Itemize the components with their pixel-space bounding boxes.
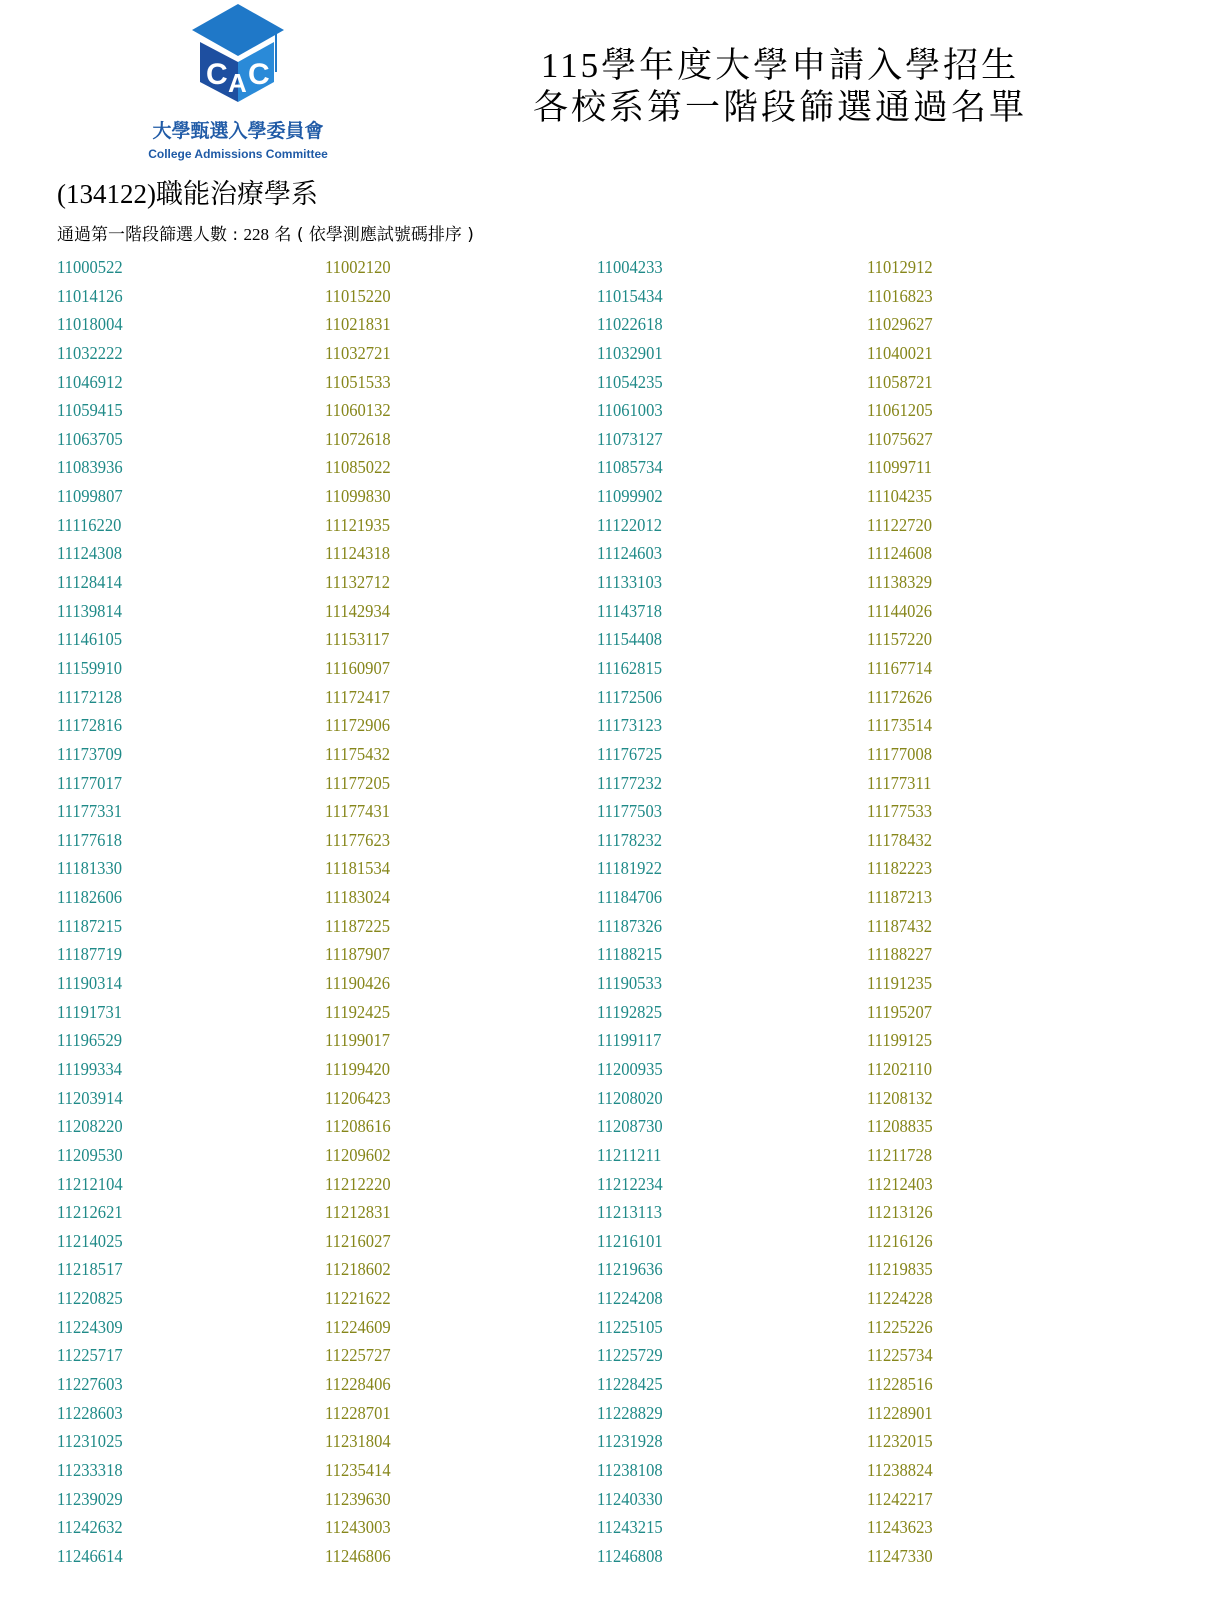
department-heading: (134122)職能治療學系 <box>57 179 318 209</box>
list-row <box>0 916 1222 945</box>
exam-number: 11099711 <box>867 457 933 478</box>
pass-count-summary <box>57 220 474 245</box>
list-row <box>0 1145 1222 1174</box>
exam-number: 11183024 <box>325 887 391 908</box>
list-row <box>0 1202 1222 1231</box>
exam-number: 11121935 <box>325 514 391 535</box>
exam-number: 11235414 <box>325 1459 391 1480</box>
list-row <box>0 1030 1222 1059</box>
list-row <box>0 1345 1222 1374</box>
list-row <box>0 887 1222 916</box>
exam-number: 11059415 <box>57 400 123 421</box>
exam-number: 11012912 <box>867 257 933 277</box>
exam-number: 11216126 <box>867 1230 933 1251</box>
exam-number: 11228829 <box>597 1402 663 1423</box>
exam-number: 11209530 <box>57 1144 123 1165</box>
exam-number: 11172128 <box>57 686 123 707</box>
exam-number: 11160907 <box>325 657 391 678</box>
exam-number: 11172816 <box>57 715 123 736</box>
exam-number: 11085734 <box>597 457 663 478</box>
list-row <box>0 1517 1222 1546</box>
exam-number: 11175432 <box>325 743 391 764</box>
list-row <box>0 687 1222 716</box>
exam-number: 11144026 <box>867 600 933 621</box>
exam-number: 11116220 <box>57 514 122 535</box>
exam-number: 11124308 <box>57 543 123 564</box>
list-row <box>0 486 1222 515</box>
exam-number: 11099807 <box>57 486 123 507</box>
exam-number: 11190533 <box>597 973 663 994</box>
exam-number: 11060132 <box>325 400 391 421</box>
exam-number: 11167714 <box>867 657 933 678</box>
svg-text:C: C <box>248 58 270 91</box>
list-row <box>0 1288 1222 1317</box>
exam-number: 11213113 <box>597 1202 663 1223</box>
exam-number: 11029627 <box>867 314 933 335</box>
list-row <box>0 543 1222 572</box>
exam-number: 11139814 <box>57 600 123 621</box>
logo-english-name: College Admissions Committee <box>148 147 328 161</box>
exam-number: 11190314 <box>57 973 123 994</box>
exam-number: 11192825 <box>597 1001 663 1022</box>
exam-number: 11177311 <box>867 772 932 793</box>
exam-number: 11178432 <box>867 829 933 850</box>
list-row <box>0 515 1222 544</box>
list-row <box>0 1059 1222 1088</box>
list-row <box>0 372 1222 401</box>
exam-number: 11063705 <box>57 428 123 449</box>
exam-number: 11225226 <box>867 1316 933 1337</box>
exam-number: 11177503 <box>597 801 663 822</box>
exam-number: 11190426 <box>325 973 391 994</box>
list-row <box>0 858 1222 887</box>
list-row <box>0 773 1222 802</box>
exam-number: 11243623 <box>867 1517 933 1538</box>
exam-number: 11176725 <box>597 743 663 764</box>
exam-number: 11177331 <box>57 801 123 822</box>
exam-number: 11032901 <box>597 342 663 363</box>
exam-number: 11058721 <box>867 371 933 392</box>
summary-suffix: 名 ( 依學測應試號碼排序 ) <box>269 225 474 245</box>
exam-number: 11146105 <box>57 629 123 650</box>
exam-number: 11216101 <box>597 1230 663 1251</box>
list-row <box>0 1403 1222 1432</box>
list-row <box>0 1174 1222 1203</box>
exam-number: 11187907 <box>325 944 391 965</box>
exam-number: 11181534 <box>325 858 391 879</box>
exam-number: 11212234 <box>597 1173 663 1194</box>
exam-number: 11196529 <box>57 1030 123 1051</box>
exam-number: 11239630 <box>325 1488 391 1509</box>
exam-number: 11208730 <box>597 1116 663 1137</box>
exam-number: 11243003 <box>325 1517 391 1538</box>
exam-number: 11153117 <box>325 629 390 650</box>
list-row <box>0 1460 1222 1489</box>
list-row <box>0 1116 1222 1145</box>
exam-number: 11225734 <box>867 1345 933 1366</box>
exam-number: 11104235 <box>867 486 933 507</box>
page-title-line2: 各校系第一階段篩選通過名單 <box>532 88 1027 127</box>
exam-number: 11219636 <box>597 1259 663 1280</box>
exam-number: 11014126 <box>57 285 123 306</box>
exam-number: 11242217 <box>867 1488 933 1509</box>
list-row <box>0 572 1222 601</box>
exam-number: 11228603 <box>57 1402 123 1423</box>
exam-number: 11208616 <box>325 1116 391 1137</box>
exam-number: 11002120 <box>325 257 391 277</box>
exam-number: 11133103 <box>597 572 663 593</box>
exam-number: 11211728 <box>867 1144 933 1165</box>
exam-number: 11032721 <box>325 342 391 363</box>
exam-number: 11172417 <box>325 686 391 707</box>
exam-number: 11218517 <box>57 1259 123 1280</box>
exam-number: 11225729 <box>597 1345 663 1366</box>
exam-number: 11173123 <box>597 715 663 736</box>
list-row <box>0 286 1222 315</box>
exam-number: 11073127 <box>597 428 663 449</box>
exam-number: 11046912 <box>57 371 123 392</box>
exam-number: 11061003 <box>597 400 663 421</box>
exam-number: 11177623 <box>325 829 391 850</box>
exam-number: 11213126 <box>867 1202 933 1223</box>
exam-number: 11187719 <box>57 944 123 965</box>
svg-text:A: A <box>228 68 247 98</box>
exam-number: 11220825 <box>57 1288 123 1309</box>
exam-number: 11124318 <box>325 543 391 564</box>
exam-number: 11233318 <box>57 1459 123 1480</box>
exam-number: 11225717 <box>57 1345 123 1366</box>
exam-number: 11203914 <box>57 1087 123 1108</box>
exam-number: 11142934 <box>325 600 391 621</box>
list-row <box>0 257 1222 286</box>
exam-number: 11212831 <box>325 1202 391 1223</box>
admission-number-list <box>0 257 1222 1574</box>
exam-number: 11085022 <box>325 457 391 478</box>
exam-number: 11224309 <box>57 1316 123 1337</box>
exam-number: 11128414 <box>57 572 123 593</box>
exam-number: 11182606 <box>57 887 123 908</box>
exam-number: 11154408 <box>597 629 663 650</box>
exam-number: 11212104 <box>57 1173 123 1194</box>
exam-number: 11212621 <box>57 1202 123 1223</box>
exam-number: 11242632 <box>57 1517 123 1538</box>
exam-number: 11218602 <box>325 1259 391 1280</box>
exam-number: 11221622 <box>325 1288 391 1309</box>
list-row <box>0 629 1222 658</box>
exam-number: 11206423 <box>325 1087 391 1108</box>
list-row <box>0 1489 1222 1518</box>
exam-number: 11224609 <box>325 1316 391 1337</box>
exam-number: 11032222 <box>57 342 123 363</box>
exam-number: 11124603 <box>597 543 663 564</box>
exam-number: 11178232 <box>597 829 663 850</box>
list-row <box>0 343 1222 372</box>
exam-number: 11199420 <box>325 1058 391 1079</box>
exam-number: 11238108 <box>597 1459 663 1480</box>
exam-number: 11021831 <box>325 314 391 335</box>
exam-number: 11216027 <box>325 1230 391 1251</box>
exam-number: 11187213 <box>867 887 933 908</box>
list-row <box>0 314 1222 343</box>
exam-number: 11187326 <box>597 915 663 936</box>
exam-number: 11132712 <box>325 572 391 593</box>
exam-number: 11177431 <box>325 801 391 822</box>
exam-number: 11177205 <box>325 772 391 793</box>
exam-number: 11054235 <box>597 371 663 392</box>
exam-number: 11099902 <box>597 486 663 507</box>
exam-number: 11184706 <box>597 887 663 908</box>
exam-number: 11181330 <box>57 858 123 879</box>
list-row <box>0 658 1222 687</box>
exam-number: 11191235 <box>867 973 933 994</box>
exam-number: 11177017 <box>57 772 123 793</box>
exam-number: 11228516 <box>867 1373 933 1394</box>
list-row <box>0 830 1222 859</box>
exam-number: 11061205 <box>867 400 933 421</box>
exam-number: 11224208 <box>597 1288 663 1309</box>
list-row <box>0 715 1222 744</box>
exam-number: 11231025 <box>57 1431 123 1452</box>
exam-number: 11162815 <box>597 657 663 678</box>
exam-number: 11199125 <box>867 1030 933 1051</box>
exam-number: 11199017 <box>325 1030 391 1051</box>
exam-number: 11227603 <box>57 1373 123 1394</box>
exam-number: 11083936 <box>57 457 123 478</box>
list-row <box>0 457 1222 486</box>
exam-number: 11240330 <box>597 1488 663 1509</box>
exam-number: 11000522 <box>57 257 123 277</box>
exam-number: 11187432 <box>867 915 933 936</box>
list-row <box>0 1431 1222 1460</box>
exam-number: 11212403 <box>867 1173 933 1194</box>
exam-number: 11212220 <box>325 1173 391 1194</box>
exam-number: 11016823 <box>867 285 933 306</box>
exam-number: 11238824 <box>867 1459 933 1480</box>
exam-number: 11225727 <box>325 1345 391 1366</box>
exam-number: 11157220 <box>867 629 933 650</box>
exam-number: 11182223 <box>867 858 933 879</box>
exam-number: 11224228 <box>867 1288 933 1309</box>
list-row <box>0 801 1222 830</box>
list-row <box>0 1546 1222 1575</box>
cac-logo <box>138 2 338 162</box>
summary-prefix: 通過第一階段篩選人數 : <box>57 225 244 245</box>
exam-number: 11051533 <box>325 371 391 392</box>
exam-number: 11138329 <box>867 572 933 593</box>
graduation-cap-logo-icon <box>188 2 288 107</box>
exam-number: 11228701 <box>325 1402 391 1423</box>
exam-number: 11225105 <box>597 1316 663 1337</box>
exam-number: 11173709 <box>57 743 123 764</box>
exam-number: 11246614 <box>57 1545 123 1566</box>
list-row <box>0 429 1222 458</box>
list-row <box>0 1259 1222 1288</box>
list-row <box>0 944 1222 973</box>
exam-number: 11208132 <box>867 1087 933 1108</box>
exam-number: 11200935 <box>597 1058 663 1079</box>
exam-number: 11231928 <box>597 1431 663 1452</box>
exam-number: 11172906 <box>325 715 391 736</box>
exam-number: 11159910 <box>57 657 123 678</box>
exam-number: 11211211 <box>597 1144 662 1165</box>
exam-number: 11124608 <box>867 543 933 564</box>
exam-number: 11228425 <box>597 1373 663 1394</box>
list-row <box>0 400 1222 429</box>
exam-number: 11181922 <box>597 858 663 879</box>
exam-number: 11040021 <box>867 342 933 363</box>
exam-number: 11219835 <box>867 1259 933 1280</box>
exam-number: 11187215 <box>57 915 123 936</box>
exam-number: 11015434 <box>597 285 663 306</box>
exam-number: 11246808 <box>597 1545 663 1566</box>
exam-number: 11239029 <box>57 1488 123 1509</box>
exam-number: 11208835 <box>867 1116 933 1137</box>
exam-number: 11188215 <box>597 944 663 965</box>
exam-number: 11004233 <box>597 257 663 277</box>
exam-number: 11231804 <box>325 1431 391 1452</box>
svg-text:C: C <box>206 58 228 91</box>
list-row <box>0 1088 1222 1117</box>
exam-number: 11072618 <box>325 428 391 449</box>
exam-number: 11122012 <box>597 514 663 535</box>
exam-number: 11228901 <box>867 1402 933 1423</box>
list-row <box>0 744 1222 773</box>
exam-number: 11143718 <box>597 600 663 621</box>
exam-number: 11247330 <box>867 1545 933 1566</box>
exam-number: 11177008 <box>867 743 933 764</box>
list-row <box>0 1231 1222 1260</box>
pass-count: 228 <box>243 225 270 244</box>
exam-number: 11018004 <box>57 314 123 335</box>
exam-number: 11246806 <box>325 1545 391 1566</box>
exam-number: 11209602 <box>325 1144 391 1165</box>
list-row <box>0 1374 1222 1403</box>
exam-number: 11191731 <box>57 1001 123 1022</box>
exam-number: 11172626 <box>867 686 933 707</box>
exam-number: 11243215 <box>597 1517 663 1538</box>
list-row <box>0 973 1222 1002</box>
page-title-line1: 115學年度大學申請入學招生 <box>540 46 1020 85</box>
exam-number: 11199334 <box>57 1058 123 1079</box>
exam-number: 11172506 <box>597 686 663 707</box>
logo-chinese-name: 大學甄選入學委員會 <box>152 120 324 142</box>
exam-number: 11195207 <box>867 1001 933 1022</box>
list-row <box>0 601 1222 630</box>
exam-number: 11177618 <box>57 829 123 850</box>
exam-number: 11177533 <box>867 801 933 822</box>
exam-number: 11015220 <box>325 285 391 306</box>
exam-number: 11208220 <box>57 1116 123 1137</box>
list-row <box>0 1317 1222 1346</box>
exam-number: 11228406 <box>325 1373 391 1394</box>
exam-number: 11022618 <box>597 314 663 335</box>
exam-number: 11177232 <box>597 772 663 793</box>
exam-number: 11208020 <box>597 1087 663 1108</box>
exam-number: 11187225 <box>325 915 391 936</box>
exam-number: 11232015 <box>867 1431 933 1452</box>
exam-number: 11075627 <box>867 428 933 449</box>
exam-number: 11214025 <box>57 1230 123 1251</box>
exam-number: 11173514 <box>867 715 933 736</box>
exam-number: 11202110 <box>867 1058 933 1079</box>
exam-number: 11192425 <box>325 1001 391 1022</box>
exam-number: 11199117 <box>597 1030 662 1051</box>
exam-number: 11099830 <box>325 486 391 507</box>
list-row <box>0 1002 1222 1031</box>
exam-number: 11122720 <box>867 514 933 535</box>
exam-number: 11188227 <box>867 944 933 965</box>
